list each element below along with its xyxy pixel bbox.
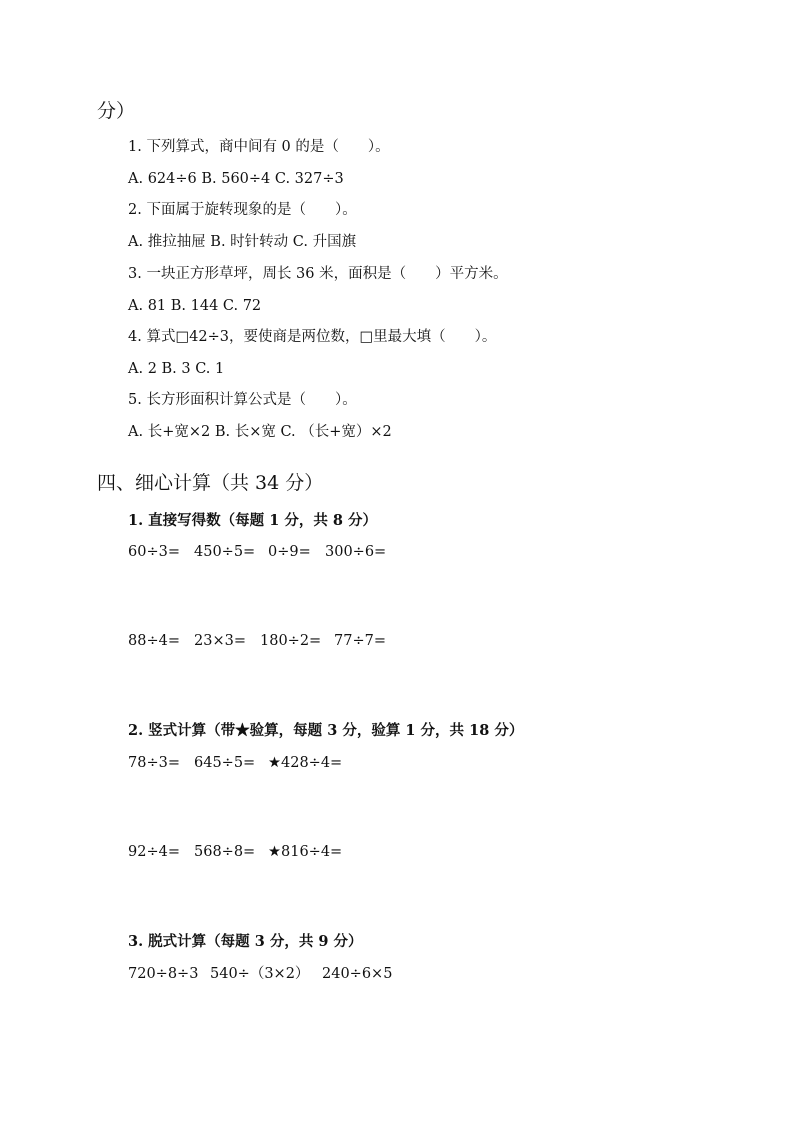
part-1-row-2 <box>128 634 528 652</box>
expression: ★428÷4= <box>268 755 343 771</box>
question-4-stem: 4. 算式□42÷3，要使商是两位数，□里最大填（ ）。 <box>128 329 497 345</box>
expression: 78÷3= <box>128 755 180 771</box>
part-3-row-1 <box>128 967 548 985</box>
question-1-stem: 1. 下列算式，商中间有 0 的是（ ）。 <box>128 139 390 155</box>
expression: 92÷4= <box>128 844 180 860</box>
question-5-stem: 5. 长方形面积计算公式是（ ）。 <box>128 392 357 408</box>
question-1-options: A. 624÷6 B. 560÷4 C. 327÷3 <box>128 171 344 187</box>
part-1-row-1 <box>128 545 528 563</box>
question-2-stem: 2. 下面属于旋转现象的是（ ）。 <box>128 202 357 218</box>
expression: 645÷5= <box>194 755 256 771</box>
part-2-row-1 <box>128 756 528 774</box>
expression: 450÷5= <box>194 544 256 560</box>
expression: 23×3= <box>194 633 246 649</box>
part-2-title: 2. 竖式计算（带★验算，每题 3 分，验算 1 分，共 18 分） <box>128 722 524 739</box>
part-3-title: 3. 脱式计算（每题 3 分，共 9 分） <box>128 933 363 950</box>
expression: 77÷7= <box>334 633 386 649</box>
expression: 300÷6= <box>325 544 387 560</box>
part-1-title: 1. 直接写得数（每题 1 分，共 8 分） <box>128 512 378 529</box>
expression: 240÷6×5 <box>322 966 393 982</box>
expression: ★816÷4= <box>268 844 343 860</box>
question-3-options: A. 81 B. 144 C. 72 <box>128 298 262 314</box>
question-5-options: A. 长+宽×2 B. 长×宽 C. （长+宽）×2 <box>128 424 392 440</box>
expression: 180÷2= <box>260 633 322 649</box>
expression: 540÷（3×2） <box>210 966 310 982</box>
question-3-stem: 3. 一块正方形草坪，周长 36 米，面积是（ ）平方米。 <box>128 266 508 282</box>
question-2-options: A. 推拉抽屉 B. 时针转动 C. 升国旗 <box>128 234 357 250</box>
expression: 0÷9= <box>268 544 311 560</box>
expression: 60÷3= <box>128 544 180 560</box>
expression: 568÷8= <box>194 844 256 860</box>
expression: 720÷8÷3 <box>128 966 199 982</box>
expression: 88÷4= <box>128 633 180 649</box>
top-fragment: 分） <box>97 100 136 122</box>
section-4-title: 四、细心计算（共 34 分） <box>97 472 324 494</box>
part-2-row-2 <box>128 845 528 863</box>
question-4-options: A. 2 B. 3 C. 1 <box>128 361 225 377</box>
